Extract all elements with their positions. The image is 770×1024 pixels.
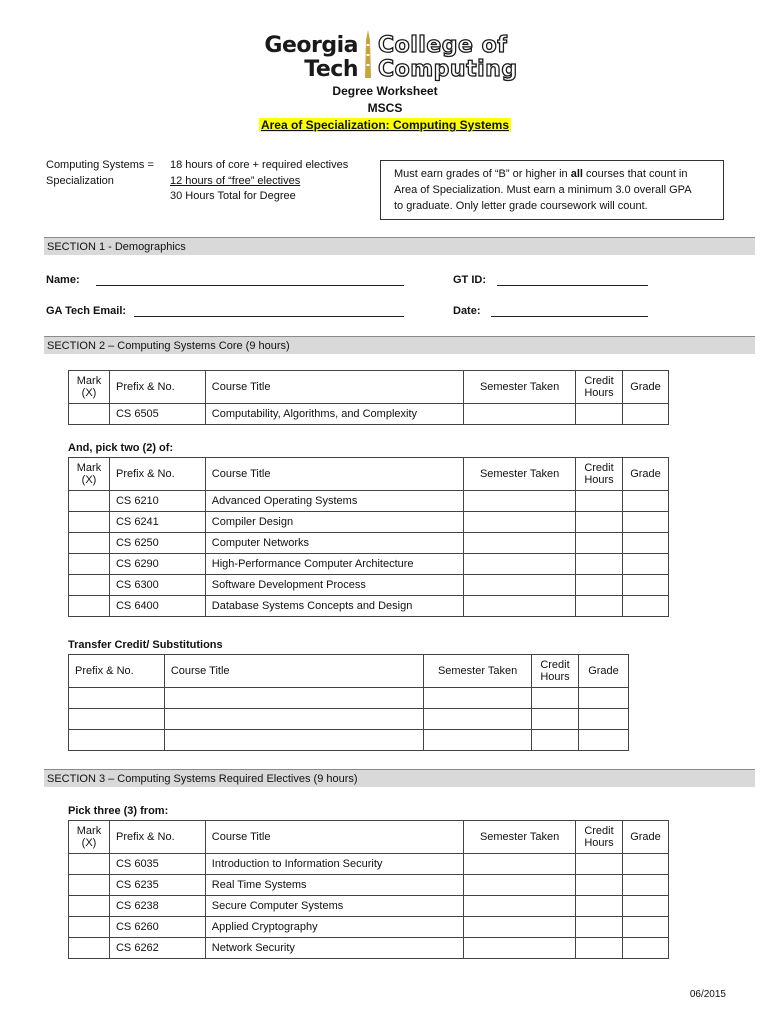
section-1-bar: SECTION 1 - Demographics (44, 237, 755, 255)
mark-cell[interactable] (69, 896, 110, 917)
credit-cell[interactable] (576, 896, 623, 917)
table-row (69, 575, 669, 596)
credit-cell[interactable] (576, 533, 623, 554)
section-3-bar: SECTION 3 – Computing Systems Required Electives (9 hours) (44, 769, 755, 787)
credit-cell[interactable] (576, 512, 623, 533)
prefix-cell: CS 6505 (109, 404, 205, 425)
grade-cell[interactable] (622, 554, 668, 575)
core-table (68, 370, 669, 425)
credit-cell[interactable] (576, 554, 623, 575)
prefix-cell: CS 6250 (109, 533, 205, 554)
table-header-row (69, 655, 629, 688)
grade-cell[interactable] (579, 688, 629, 709)
transfer-credit-label: Transfer Credit/ Substitutions (68, 639, 223, 651)
table-row (69, 554, 669, 575)
tech-tower-icon (362, 30, 374, 78)
table-row (69, 688, 629, 709)
semester-cell[interactable] (424, 730, 532, 751)
prefix-cell: CS 6235 (109, 875, 205, 896)
mark-cell[interactable] (69, 917, 110, 938)
prefix-cell: CS 6035 (109, 854, 205, 875)
semester-cell[interactable] (464, 533, 576, 554)
course-title-cell: Computer Networks (205, 533, 463, 554)
summary-free: 12 hours of “free” electives (170, 175, 301, 187)
table-row (69, 730, 629, 751)
table-header-row (69, 371, 669, 404)
grade-cell[interactable] (622, 491, 668, 512)
name-label: Name: (46, 274, 80, 286)
summary-core: 18 hours of core + required electives (170, 159, 349, 171)
semester-cell[interactable] (464, 875, 576, 896)
credit-cell[interactable] (576, 404, 623, 425)
semester-cell[interactable] (464, 575, 576, 596)
section-2-bar: SECTION 2 – Computing Systems Core (9 hours) (44, 336, 755, 354)
mark-cell[interactable] (69, 404, 110, 425)
prefix-cell: CS 6300 (109, 575, 205, 596)
credit-cell[interactable] (576, 575, 623, 596)
mark-header: Mark (X) (69, 821, 110, 854)
mark-cell[interactable] (69, 575, 110, 596)
prefix-cell: CS 6262 (109, 938, 205, 959)
course-title-cell: Database Systems Concepts and Design (205, 596, 463, 617)
logo-georgia: Georgia (264, 33, 358, 58)
course-title-cell[interactable] (164, 709, 423, 730)
table-row (69, 512, 669, 533)
grade-cell[interactable] (622, 533, 668, 554)
grade-cell[interactable] (622, 896, 668, 917)
credit-hours-header: Credit Hours (576, 821, 623, 854)
logo-college-of: College of (378, 33, 508, 58)
note-text-1b: courses that count in (582, 168, 688, 180)
credit-cell[interactable] (576, 854, 623, 875)
pick-two-label: And, pick two (2) of: (68, 442, 174, 454)
table-row (69, 533, 669, 554)
semester-cell[interactable] (464, 854, 576, 875)
course-title-cell: Introduction to Information Security (205, 854, 463, 875)
semester-header: Semester Taken (424, 655, 532, 688)
mark-header: Mark (X) (69, 371, 110, 404)
date-label: Date: (453, 305, 481, 317)
pick-three-label: Pick three (3) from: (68, 805, 169, 817)
credit-hours-header: Credit Hours (576, 371, 623, 404)
course-title-cell: High-Performance Computer Architecture (205, 554, 463, 575)
grade-cell[interactable] (622, 917, 668, 938)
logo-tech: Tech (304, 57, 358, 82)
grade-header: Grade (622, 821, 668, 854)
semester-cell[interactable] (464, 596, 576, 617)
pick-two-table (68, 457, 669, 617)
mark-cell[interactable] (69, 533, 110, 554)
credit-hours-header: Credit Hours (532, 655, 579, 688)
semester-cell[interactable] (464, 491, 576, 512)
grade-cell[interactable] (622, 512, 668, 533)
course-title-header: Course Title (164, 655, 423, 688)
course-title-header: Course Title (205, 458, 463, 491)
grade-header: Grade (622, 458, 668, 491)
course-title-header: Course Title (205, 371, 463, 404)
credit-cell[interactable] (532, 730, 579, 751)
mark-header: Mark (X) (69, 458, 110, 491)
semester-header: Semester Taken (464, 821, 576, 854)
gtid-field[interactable] (497, 285, 648, 286)
semester-cell[interactable] (464, 512, 576, 533)
credit-cell[interactable] (532, 688, 579, 709)
mark-cell[interactable] (69, 938, 110, 959)
mark-cell[interactable] (69, 512, 110, 533)
prefix-cell[interactable] (69, 730, 165, 751)
grade-cell[interactable] (622, 875, 668, 896)
course-title-cell: Computability, Algorithms, and Complexity (205, 404, 463, 425)
summary-label-2: Specialization (46, 175, 114, 187)
grade-cell[interactable] (622, 596, 668, 617)
semester-cell[interactable] (464, 938, 576, 959)
mark-cell[interactable] (69, 554, 110, 575)
grade-header: Grade (579, 655, 629, 688)
table-row (69, 404, 669, 425)
table-header-row (69, 821, 669, 854)
grade-header: Grade (622, 371, 668, 404)
specialization-highlight: Area of Specialization: Computing Systems (260, 118, 510, 132)
name-field[interactable] (96, 285, 404, 286)
prefix-cell[interactable] (69, 688, 165, 709)
table-row (69, 596, 669, 617)
specialization-title (0, 118, 770, 132)
semester-header: Semester Taken (464, 458, 576, 491)
email-label: GA Tech Email: (46, 305, 127, 317)
mark-cell[interactable] (69, 491, 110, 512)
grade-cell[interactable] (579, 730, 629, 751)
course-title-cell: Real Time Systems (205, 875, 463, 896)
prefix-header: Prefix & No. (109, 821, 205, 854)
prefix-cell: CS 6290 (109, 554, 205, 575)
college-of-computing-logo-text (378, 34, 518, 82)
table-row (69, 917, 669, 938)
credit-cell[interactable] (576, 875, 623, 896)
semester-cell[interactable] (464, 554, 576, 575)
gtid-label: GT ID: (453, 274, 486, 286)
credit-cell[interactable] (532, 709, 579, 730)
prefix-cell: CS 6210 (109, 491, 205, 512)
table-row (69, 491, 669, 512)
requirements-note (380, 160, 724, 220)
program-title: MSCS (367, 101, 403, 115)
table-row (69, 854, 669, 875)
semester-cell[interactable] (464, 404, 576, 425)
semester-header: Semester Taken (464, 371, 576, 404)
note-text-1a: Must earn grades of “B” or higher in (394, 168, 571, 180)
note-text-2: Area of Specialization. Must earn a minimum 3.0 overall GPA (394, 184, 692, 196)
georgia-tech-logo-text (254, 34, 358, 82)
credit-cell[interactable] (576, 491, 623, 512)
prefix-cell[interactable] (69, 709, 165, 730)
course-title-cell: Secure Computer Systems (205, 896, 463, 917)
course-title-cell[interactable] (164, 730, 423, 751)
course-title-cell[interactable] (164, 688, 423, 709)
mark-cell[interactable] (69, 854, 110, 875)
transfer-table (68, 654, 629, 751)
credit-cell[interactable] (576, 596, 623, 617)
grade-cell[interactable] (622, 854, 668, 875)
course-title-cell: Software Development Process (205, 575, 463, 596)
course-title-cell: Compiler Design (205, 512, 463, 533)
grade-cell[interactable] (622, 575, 668, 596)
credit-cell[interactable] (576, 938, 623, 959)
page-title: Degree Worksheet (332, 84, 438, 98)
course-title-header: Course Title (205, 821, 463, 854)
semester-cell[interactable] (424, 709, 532, 730)
summary-label-1: Computing Systems = (46, 159, 154, 171)
table-header-row (69, 458, 669, 491)
prefix-header: Prefix & No. (109, 371, 205, 404)
prefix-cell: CS 6238 (109, 896, 205, 917)
prefix-header: Prefix & No. (69, 655, 165, 688)
date-field[interactable] (491, 316, 648, 317)
grade-cell[interactable] (622, 404, 668, 425)
table-row (69, 875, 669, 896)
electives-table (68, 820, 669, 959)
note-text-3: to graduate. Only letter grade coursework will count. (394, 200, 648, 212)
prefix-cell: CS 6400 (109, 596, 205, 617)
revision-date: 06/2015 (689, 989, 726, 1000)
mark-cell[interactable] (69, 596, 110, 617)
mark-cell[interactable] (69, 875, 110, 896)
semester-cell[interactable] (464, 896, 576, 917)
prefix-header: Prefix & No. (109, 458, 205, 491)
logo-computing: Computing (378, 57, 518, 82)
credit-hours-header: Credit Hours (576, 458, 623, 491)
course-title-cell: Advanced Operating Systems (205, 491, 463, 512)
prefix-cell: CS 6260 (109, 917, 205, 938)
table-row (69, 896, 669, 917)
prefix-cell: CS 6241 (109, 512, 205, 533)
semester-cell[interactable] (424, 688, 532, 709)
grade-cell[interactable] (579, 709, 629, 730)
email-field[interactable] (134, 316, 404, 317)
course-title-cell: Network Security (205, 938, 463, 959)
credit-cell[interactable] (576, 917, 623, 938)
table-row (69, 938, 669, 959)
grade-cell[interactable] (622, 938, 668, 959)
semester-cell[interactable] (464, 917, 576, 938)
note-bold: all (570, 168, 583, 180)
summary-total: 30 Hours Total for Degree (170, 190, 296, 202)
course-title-cell: Applied Cryptography (205, 917, 463, 938)
table-row (69, 709, 629, 730)
